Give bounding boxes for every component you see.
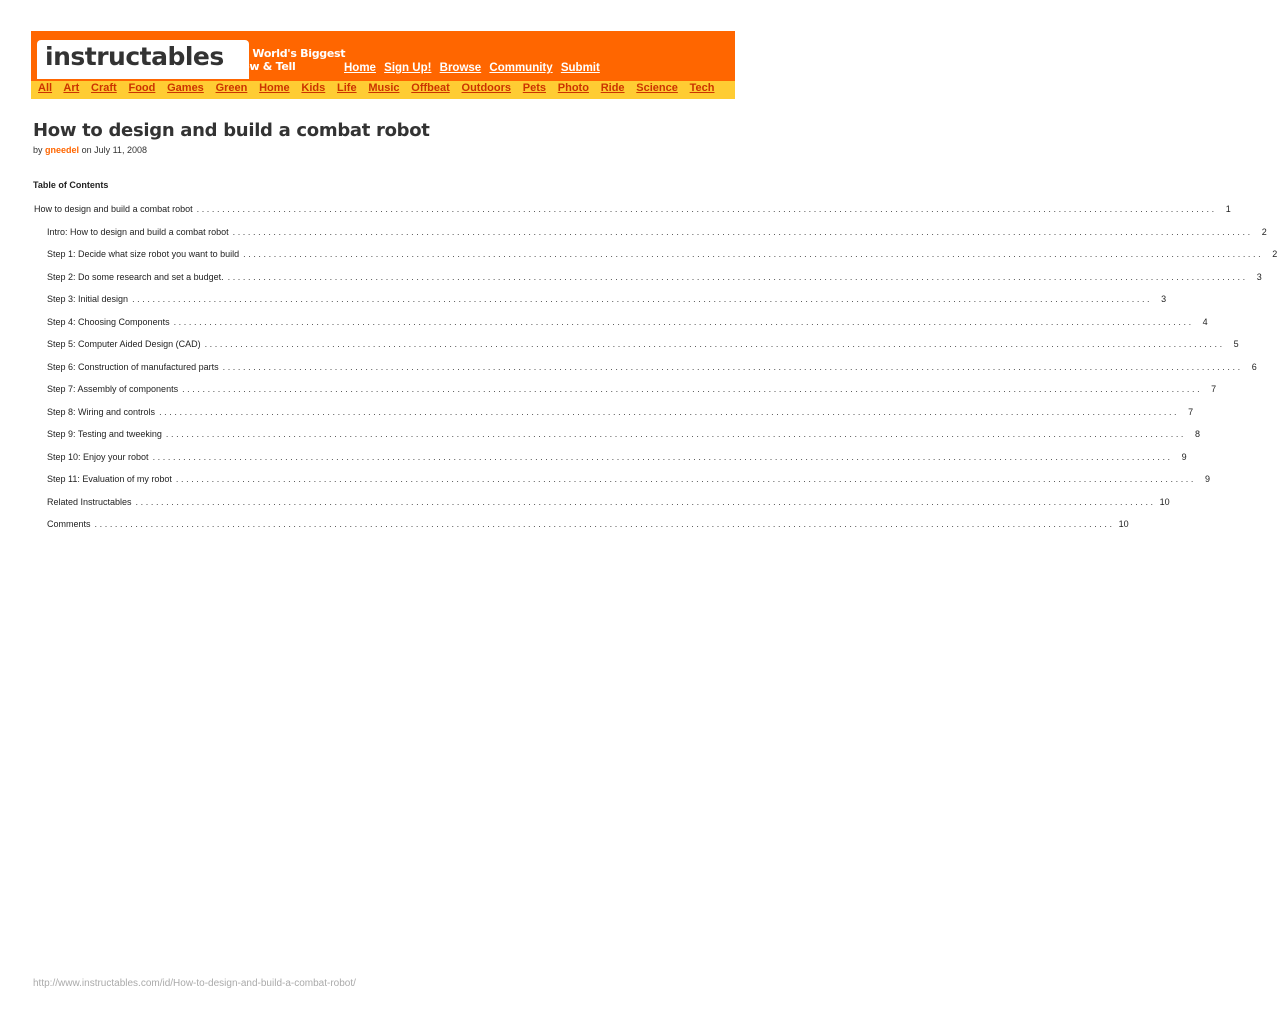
toc-entry-page: 7 <box>1188 406 1194 417</box>
byline-by: by <box>33 145 43 155</box>
category-link-craft[interactable]: Craft <box>91 82 117 94</box>
toc-entry-step-11[interactable] <box>47 474 1211 486</box>
publish-date: July 11, 2008 <box>94 145 147 155</box>
nav-home-link[interactable]: Home <box>344 62 376 74</box>
toc-dot-leader: ........................................................................................................................................................................................................ <box>165 429 1187 439</box>
author-link[interactable]: gneedel <box>45 145 80 155</box>
toc-dot-leader: ........................................................................................................................................................................................................ <box>182 384 1203 394</box>
toc-entry-page: 5 <box>1233 339 1239 349</box>
toc-entry-label: Step 3: Initial design <box>47 294 129 304</box>
toc-dot-leader: ........................................................................................................................................................................................................ <box>204 339 1225 349</box>
footer-url[interactable]: http://www.instructables.com/id/How-to-design-and-build-a-combat-robot/ <box>33 978 356 989</box>
header-top-bar <box>31 31 735 81</box>
toc-entry-step-7[interactable] <box>47 384 1217 396</box>
toc-entry-step-5[interactable] <box>47 339 1239 351</box>
toc-entry-page: 9 <box>1181 451 1187 462</box>
byline-on: on <box>81 145 92 155</box>
toc-entry-step-9[interactable] <box>47 429 1201 441</box>
toc-entry-page: 3 <box>1161 294 1167 304</box>
toc-entry-page: 9 <box>1205 474 1211 484</box>
category-link-art[interactable]: Art <box>63 82 80 94</box>
toc-entry-step-3[interactable] <box>47 294 1167 306</box>
toc-entry-intro[interactable] <box>47 226 1267 239</box>
toc-entry-page: 4 <box>1202 316 1208 327</box>
toc-dot-leader: ........................................................................................................................................................................................................ <box>232 226 1253 237</box>
toc-entry-step-8[interactable] <box>47 406 1194 419</box>
toc-dot-leader: ........................................................................................................................................................................................................ <box>94 519 1115 529</box>
toc-entry-page: 8 <box>1195 429 1201 439</box>
category-link-life[interactable]: Life <box>337 82 357 94</box>
nav-submit-link[interactable]: Submit <box>560 62 600 74</box>
toc-dot-leader: ........................................................................................................................................................................................................ <box>152 451 1173 462</box>
category-link-kids[interactable]: Kids <box>301 82 326 94</box>
toc-entry-label: How to design and build a combat robot <box>34 204 193 214</box>
toc-entry-label: Step 1: Decide what size robot you want to build <box>47 249 240 259</box>
toc-dot-leader: ........................................................................................................................................................................................................ <box>175 474 1197 484</box>
category-link-food[interactable]: Food <box>128 82 156 94</box>
toc-entry-step-10[interactable] <box>47 451 1187 464</box>
toc-entry-step-1[interactable] <box>47 249 1277 261</box>
logo-text: instructables <box>45 42 224 71</box>
category-link-all[interactable]: All <box>38 82 53 94</box>
toc-entry-label: Intro: How to design and build a combat robot <box>47 226 229 237</box>
toc-entry-page: 2 <box>1272 249 1277 259</box>
category-nav <box>38 82 723 94</box>
toc-entry-label: Step 5: Computer Aided Design (CAD) <box>47 339 201 349</box>
toc-dot-leader: ........................................................................................................................................................................................................ <box>227 271 1248 282</box>
article-byline <box>33 145 147 155</box>
category-link-science[interactable]: Science <box>636 82 678 94</box>
tagline-line-1: The World's Biggest <box>227 47 346 60</box>
toc-entry-label: Step 6: Construction of manufactured parts <box>47 361 219 372</box>
top-nav <box>344 62 605 74</box>
toc-heading: Table of Contents <box>33 180 109 190</box>
category-link-home[interactable]: Home <box>259 82 290 94</box>
toc-entry-related[interactable] <box>47 496 1170 509</box>
toc-entry-page: 3 <box>1256 271 1262 282</box>
toc-entry-page: 7 <box>1211 384 1217 394</box>
toc-entry-label: Step 9: Testing and tweeking <box>47 429 162 439</box>
toc-entry-page: 1 <box>1225 204 1231 214</box>
toc-dot-leader: ........................................................................................................................................................................................................ <box>135 496 1156 507</box>
toc-entry-label: Step 8: Wiring and controls <box>47 406 156 417</box>
toc-dot-leader: ........................................................................................................................................................................................................ <box>196 204 1217 214</box>
site-tagline <box>227 47 346 73</box>
toc-entry-label: Comments <box>47 519 91 529</box>
category-link-outdoors[interactable]: Outdoors <box>461 82 512 94</box>
category-link-green[interactable]: Green <box>215 82 248 94</box>
toc-entry-step-2[interactable] <box>47 271 1262 284</box>
toc-entry-label: Related Instructables <box>47 496 132 507</box>
category-link-ride[interactable]: Ride <box>600 82 625 94</box>
nav-browse-link[interactable]: Browse <box>439 62 482 74</box>
toc-entry-page: 2 <box>1261 226 1267 237</box>
nav-signup-link[interactable]: Sign Up! <box>384 62 432 74</box>
category-link-offbeat[interactable]: Offbeat <box>411 82 450 94</box>
toc-entry-label: Step 10: Enjoy your robot <box>47 451 149 462</box>
article-title: How to design and build a combat robot <box>33 120 430 141</box>
toc-dot-leader: ........................................................................................................................................................................................................ <box>159 406 1180 417</box>
toc-dot-leader: ........................................................................................................................................................................................................ <box>243 249 1264 259</box>
category-link-games[interactable]: Games <box>167 82 204 94</box>
site-logo[interactable] <box>37 40 249 79</box>
category-link-photo[interactable]: Photo <box>557 82 589 94</box>
category-bar <box>31 81 735 99</box>
toc-entry-comments[interactable] <box>47 519 1129 531</box>
toc-entry-step-6[interactable] <box>47 361 1257 374</box>
category-link-pets[interactable]: Pets <box>522 82 547 94</box>
toc-entry-label: Step 2: Do some research and set a budget. <box>47 271 224 282</box>
nav-community-link[interactable]: Community <box>489 62 553 74</box>
toc-entry-page: 6 <box>1251 361 1257 372</box>
toc-entry-page: 10 <box>1159 496 1170 507</box>
toc-entry-label: Step 7: Assembly of components <box>47 384 179 394</box>
tagline-line-2: Show & Tell <box>227 60 296 73</box>
category-link-tech[interactable]: Tech <box>689 82 715 94</box>
toc-entry-page: 10 <box>1118 519 1129 529</box>
toc-entry-main[interactable] <box>34 204 1231 216</box>
site-header <box>31 31 735 99</box>
toc-dot-leader: ........................................................................................................................................................................................................ <box>222 361 1243 372</box>
toc-entry-label: Step 4: Choosing Components <box>47 316 170 327</box>
toc-entry-step-4[interactable] <box>47 316 1208 329</box>
toc-dot-leader: ........................................................................................................................................................................................................ <box>132 294 1153 304</box>
toc-dot-leader: ........................................................................................................................................................................................................ <box>173 316 1194 327</box>
category-link-music[interactable]: Music <box>368 82 400 94</box>
toc-entry-label: Step 11: Evaluation of my robot <box>47 474 172 484</box>
